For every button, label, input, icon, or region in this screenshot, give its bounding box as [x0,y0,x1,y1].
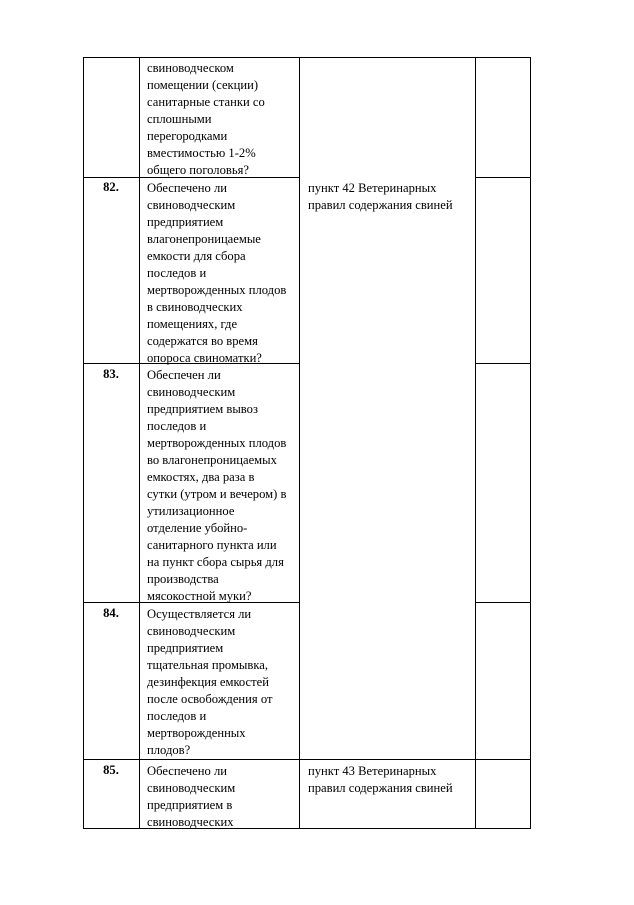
question-continued: свиноводческом помещении (секции) санитарные станки со сплошными перегородками вместимостью 1-2% общего поголовья? [147,61,265,177]
row-divider-82-right [475,177,531,178]
question-82: Обеспечено ли свиноводческим предприятием влагонепроницаемые емкости для сбора последов и мертворожденных плодов в свиноводческих помещениях, где содержатся во время опороса свиноматки? [147,181,287,365]
row-divider-84-right [475,602,531,603]
item-number-85: 85. [103,763,119,777]
column-line-number [139,57,140,829]
question-84: Осуществляется ли свиноводческим предприятием тщательная промывка, дезинфекция емкостей после освобождения от последов и мертворожденных плодов? [147,607,273,757]
column-line-question [299,57,300,829]
item-number-82: 82. [103,180,119,194]
requirement-85: пункт 43 Ветеринарных правил содержания свиней [308,764,453,795]
row-divider-85 [83,759,531,760]
item-number-84: 84. [103,606,119,620]
requirement-82: пункт 42 Ветеринарных правил содержания свиней [308,181,453,212]
column-line-requirement [475,57,476,829]
table-top-border [83,57,531,58]
column-line-left [83,57,84,829]
item-number-83: 83. [103,367,119,381]
column-line-right [530,57,531,829]
question-85: Обеспечено ли свиноводческим предприятием в свиноводческих [147,764,236,829]
row-divider-83-right [475,363,531,364]
question-83: Обеспечен ли свиноводческим предприятием вывоз последов и мертворожденных плодов во влагонепроницаемых емкостях, два раза в сутки (утром и вечером) в утилизационное отделение убойно- санитарного пункта или на пункт сбора сырья для производства мясокостной муки? [147,368,287,603]
